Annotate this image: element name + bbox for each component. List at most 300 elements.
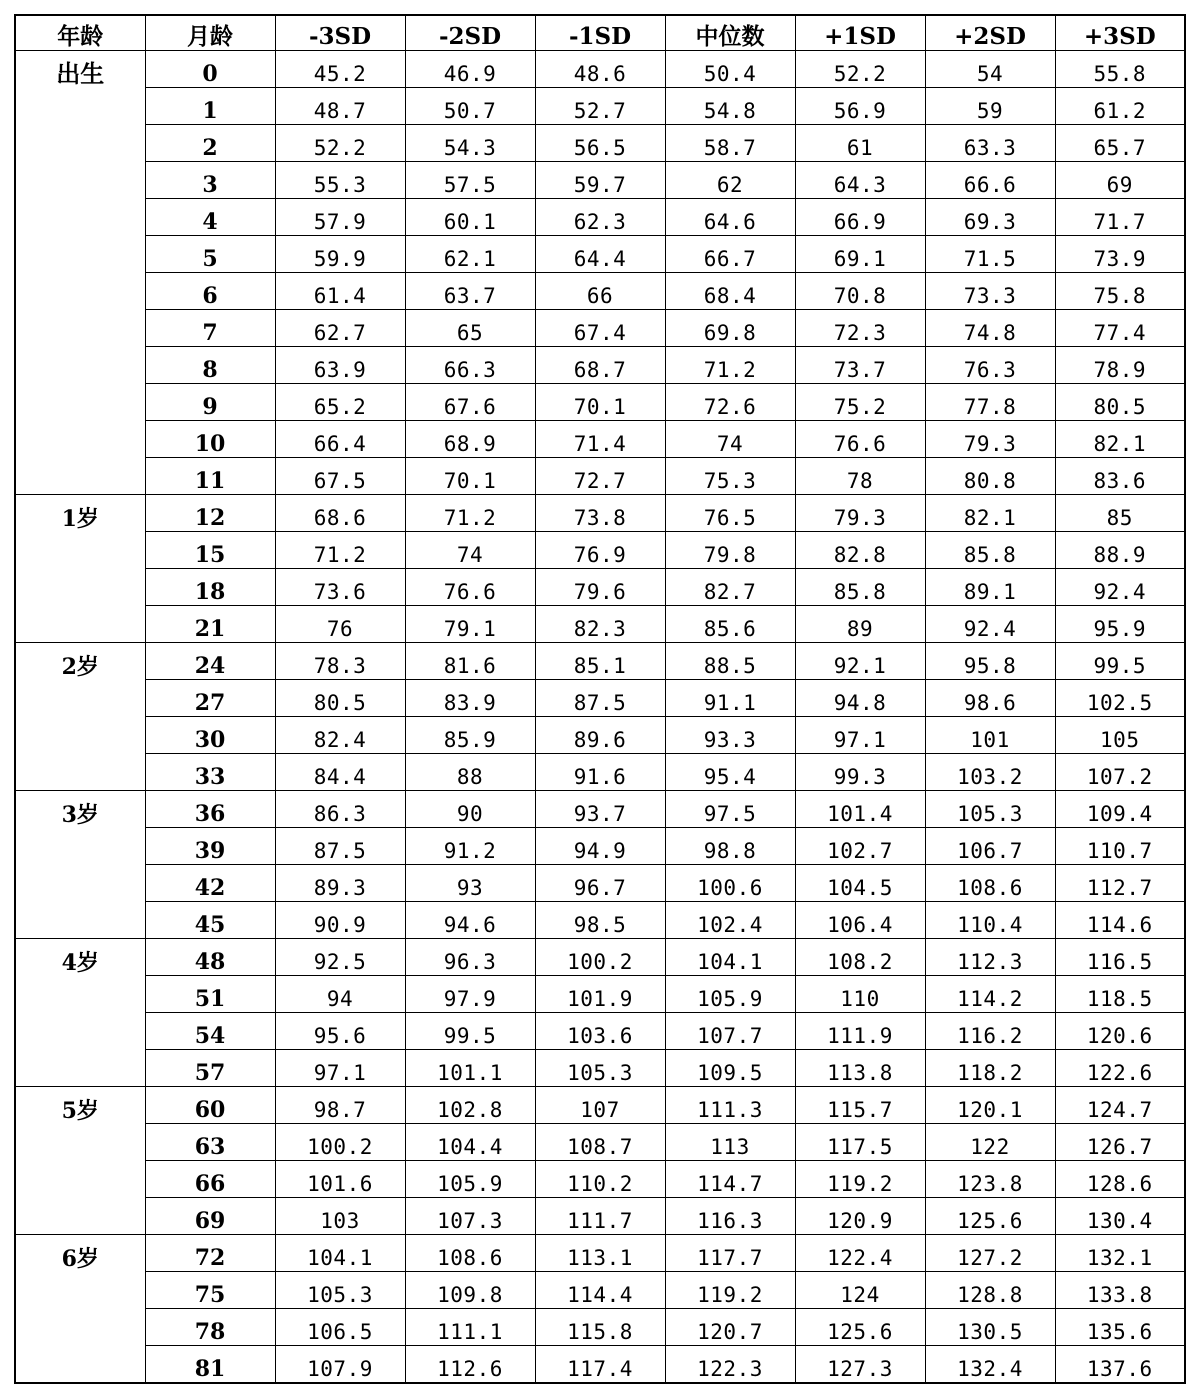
header-plus-1sd: +1SD	[795, 15, 925, 51]
age-cell	[15, 569, 145, 606]
value-cell: 54	[925, 51, 1055, 88]
value-cell: 108.7	[535, 1124, 665, 1161]
value-cell: 97.1	[795, 717, 925, 754]
value-cell: 54.3	[405, 125, 535, 162]
value-cell: 93.7	[535, 791, 665, 828]
value-cell: 56.9	[795, 88, 925, 125]
value-cell: 120.6	[1055, 1013, 1185, 1050]
age-cell	[15, 347, 145, 384]
table-row	[15, 1087, 1185, 1124]
value-cell: 52.2	[795, 51, 925, 88]
value-cell: 94	[275, 976, 405, 1013]
value-cell: 111.7	[535, 1198, 665, 1235]
age-cell	[15, 680, 145, 717]
value-cell: 85.9	[405, 717, 535, 754]
table-row	[15, 828, 1185, 865]
height-growth-table	[14, 14, 1186, 1384]
value-cell: 59.7	[535, 162, 665, 199]
value-cell: 66.9	[795, 199, 925, 236]
value-cell: 80.5	[275, 680, 405, 717]
value-cell: 98.5	[535, 902, 665, 939]
value-cell: 76.6	[405, 569, 535, 606]
value-cell: 70.1	[405, 458, 535, 495]
value-cell: 103.2	[925, 754, 1055, 791]
value-cell: 123.8	[925, 1161, 1055, 1198]
month-cell: 9	[145, 384, 275, 421]
value-cell: 68.9	[405, 421, 535, 458]
table-row	[15, 347, 1185, 384]
value-cell: 107	[535, 1087, 665, 1124]
value-cell: 65.7	[1055, 125, 1185, 162]
value-cell: 111.1	[405, 1309, 535, 1346]
month-cell: 27	[145, 680, 275, 717]
value-cell: 45.2	[275, 51, 405, 88]
value-cell: 69.3	[925, 199, 1055, 236]
value-cell: 89.1	[925, 569, 1055, 606]
month-cell: 78	[145, 1309, 275, 1346]
value-cell: 81.6	[405, 643, 535, 680]
value-cell: 114.6	[1055, 902, 1185, 939]
value-cell: 95.6	[275, 1013, 405, 1050]
value-cell: 76.9	[535, 532, 665, 569]
value-cell: 92.1	[795, 643, 925, 680]
value-cell: 122.3	[665, 1346, 795, 1384]
value-cell: 108.6	[405, 1235, 535, 1272]
value-cell: 59	[925, 88, 1055, 125]
value-cell: 122	[925, 1124, 1055, 1161]
value-cell: 55.3	[275, 162, 405, 199]
value-cell: 79.3	[795, 495, 925, 532]
value-cell: 67.5	[275, 458, 405, 495]
value-cell: 114.7	[665, 1161, 795, 1198]
value-cell: 92.4	[1055, 569, 1185, 606]
month-cell: 69	[145, 1198, 275, 1235]
table-row	[15, 1050, 1185, 1087]
value-cell: 82.1	[1055, 421, 1185, 458]
value-cell: 74	[405, 532, 535, 569]
value-cell: 107.7	[665, 1013, 795, 1050]
month-cell: 60	[145, 1087, 275, 1124]
table-row	[15, 125, 1185, 162]
value-cell: 64.4	[535, 236, 665, 273]
age-cell: 1岁	[15, 495, 145, 532]
value-cell: 119.2	[795, 1161, 925, 1198]
value-cell: 109.4	[1055, 791, 1185, 828]
value-cell: 90	[405, 791, 535, 828]
value-cell: 68.7	[535, 347, 665, 384]
value-cell: 105.3	[275, 1272, 405, 1309]
value-cell: 116.2	[925, 1013, 1055, 1050]
value-cell: 113	[665, 1124, 795, 1161]
value-cell: 101.1	[405, 1050, 535, 1087]
age-cell	[15, 199, 145, 236]
value-cell: 71.5	[925, 236, 1055, 273]
month-cell: 4	[145, 199, 275, 236]
value-cell: 74.8	[925, 310, 1055, 347]
value-cell: 91.1	[665, 680, 795, 717]
month-cell: 1	[145, 88, 275, 125]
value-cell: 105.3	[925, 791, 1055, 828]
value-cell: 63.7	[405, 273, 535, 310]
value-cell: 114.2	[925, 976, 1055, 1013]
value-cell: 102.5	[1055, 680, 1185, 717]
age-cell	[15, 1272, 145, 1309]
table-row	[15, 1124, 1185, 1161]
value-cell: 76	[275, 606, 405, 643]
value-cell: 88.9	[1055, 532, 1185, 569]
header-minus-1sd: -1SD	[535, 15, 665, 51]
value-cell: 71.2	[405, 495, 535, 532]
value-cell: 135.6	[1055, 1309, 1185, 1346]
value-cell: 132.4	[925, 1346, 1055, 1384]
age-cell: 5岁	[15, 1087, 145, 1124]
value-cell: 120.9	[795, 1198, 925, 1235]
value-cell: 71.2	[275, 532, 405, 569]
table-row	[15, 1013, 1185, 1050]
value-cell: 86.3	[275, 791, 405, 828]
value-cell: 68.4	[665, 273, 795, 310]
value-cell: 89.3	[275, 865, 405, 902]
value-cell: 85.8	[925, 532, 1055, 569]
value-cell: 68.6	[275, 495, 405, 532]
value-cell: 69	[1055, 162, 1185, 199]
table-row	[15, 1161, 1185, 1198]
age-cell	[15, 162, 145, 199]
value-cell: 107.3	[405, 1198, 535, 1235]
value-cell: 98.8	[665, 828, 795, 865]
value-cell: 109.8	[405, 1272, 535, 1309]
value-cell: 79.1	[405, 606, 535, 643]
value-cell: 122.6	[1055, 1050, 1185, 1087]
value-cell: 76.3	[925, 347, 1055, 384]
age-cell: 2岁	[15, 643, 145, 680]
value-cell: 115.8	[535, 1309, 665, 1346]
value-cell: 101	[925, 717, 1055, 754]
value-cell: 83.9	[405, 680, 535, 717]
month-cell: 81	[145, 1346, 275, 1384]
month-cell: 45	[145, 902, 275, 939]
value-cell: 120.7	[665, 1309, 795, 1346]
header-plus-3sd: +3SD	[1055, 15, 1185, 51]
age-cell	[15, 88, 145, 125]
value-cell: 64.3	[795, 162, 925, 199]
value-cell: 111.9	[795, 1013, 925, 1050]
value-cell: 106.5	[275, 1309, 405, 1346]
value-cell: 105.3	[535, 1050, 665, 1087]
age-cell	[15, 828, 145, 865]
value-cell: 105.9	[665, 976, 795, 1013]
month-cell: 8	[145, 347, 275, 384]
value-cell: 117.4	[535, 1346, 665, 1384]
value-cell: 73.7	[795, 347, 925, 384]
value-cell: 66.7	[665, 236, 795, 273]
value-cell: 95.9	[1055, 606, 1185, 643]
value-cell: 85.8	[795, 569, 925, 606]
value-cell: 104.4	[405, 1124, 535, 1161]
value-cell: 82.3	[535, 606, 665, 643]
value-cell: 130.5	[925, 1309, 1055, 1346]
value-cell: 100.2	[535, 939, 665, 976]
value-cell: 94.8	[795, 680, 925, 717]
table-row	[15, 717, 1185, 754]
table-row	[15, 532, 1185, 569]
value-cell: 92.5	[275, 939, 405, 976]
month-cell: 21	[145, 606, 275, 643]
value-cell: 72.6	[665, 384, 795, 421]
table-row	[15, 236, 1185, 273]
value-cell: 124	[795, 1272, 925, 1309]
month-cell: 42	[145, 865, 275, 902]
value-cell: 50.4	[665, 51, 795, 88]
value-cell: 73.3	[925, 273, 1055, 310]
month-cell: 39	[145, 828, 275, 865]
value-cell: 107.9	[275, 1346, 405, 1384]
value-cell: 115.7	[795, 1087, 925, 1124]
value-cell: 108.6	[925, 865, 1055, 902]
table-row	[15, 569, 1185, 606]
table-row	[15, 384, 1185, 421]
value-cell: 67.6	[405, 384, 535, 421]
age-cell: 4岁	[15, 939, 145, 976]
value-cell: 110.4	[925, 902, 1055, 939]
value-cell: 127.3	[795, 1346, 925, 1384]
age-cell	[15, 754, 145, 791]
value-cell: 82.8	[795, 532, 925, 569]
value-cell: 79.6	[535, 569, 665, 606]
value-cell: 72.3	[795, 310, 925, 347]
value-cell: 99.5	[1055, 643, 1185, 680]
table-row	[15, 1346, 1185, 1384]
value-cell: 73.9	[1055, 236, 1185, 273]
value-cell: 117.5	[795, 1124, 925, 1161]
table-row	[15, 51, 1185, 88]
age-cell	[15, 717, 145, 754]
header-minus-3sd: -3SD	[275, 15, 405, 51]
table-row	[15, 310, 1185, 347]
value-cell: 66	[535, 273, 665, 310]
value-cell: 76.6	[795, 421, 925, 458]
value-cell: 119.2	[665, 1272, 795, 1309]
value-cell: 112.7	[1055, 865, 1185, 902]
month-cell: 3	[145, 162, 275, 199]
value-cell: 117.7	[665, 1235, 795, 1272]
value-cell: 125.6	[925, 1198, 1055, 1235]
value-cell: 88.5	[665, 643, 795, 680]
month-cell: 54	[145, 1013, 275, 1050]
month-cell: 72	[145, 1235, 275, 1272]
value-cell: 66.3	[405, 347, 535, 384]
value-cell: 99.3	[795, 754, 925, 791]
month-cell: 36	[145, 791, 275, 828]
value-cell: 73.6	[275, 569, 405, 606]
value-cell: 65	[405, 310, 535, 347]
month-cell: 33	[145, 754, 275, 791]
age-cell	[15, 976, 145, 1013]
value-cell: 60.1	[405, 199, 535, 236]
value-cell: 101.4	[795, 791, 925, 828]
value-cell: 76.5	[665, 495, 795, 532]
value-cell: 48.7	[275, 88, 405, 125]
month-cell: 12	[145, 495, 275, 532]
value-cell: 71.2	[665, 347, 795, 384]
value-cell: 102.7	[795, 828, 925, 865]
value-cell: 101.9	[535, 976, 665, 1013]
value-cell: 82.1	[925, 495, 1055, 532]
value-cell: 77.8	[925, 384, 1055, 421]
value-cell: 63.3	[925, 125, 1055, 162]
table-row	[15, 976, 1185, 1013]
value-cell: 62	[665, 162, 795, 199]
value-cell: 87.5	[275, 828, 405, 865]
table-row	[15, 88, 1185, 125]
table-row	[15, 643, 1185, 680]
value-cell: 108.2	[795, 939, 925, 976]
age-cell	[15, 1346, 145, 1384]
value-cell: 80.5	[1055, 384, 1185, 421]
table-row	[15, 1198, 1185, 1235]
value-cell: 83.6	[1055, 458, 1185, 495]
table-row	[15, 1309, 1185, 1346]
month-cell: 11	[145, 458, 275, 495]
age-cell	[15, 865, 145, 902]
age-cell	[15, 273, 145, 310]
value-cell: 122.4	[795, 1235, 925, 1272]
value-cell: 116.5	[1055, 939, 1185, 976]
value-cell: 57.5	[405, 162, 535, 199]
value-cell: 71.7	[1055, 199, 1185, 236]
table-header-row	[15, 15, 1185, 51]
value-cell: 118.2	[925, 1050, 1055, 1087]
value-cell: 70.1	[535, 384, 665, 421]
value-cell: 66.4	[275, 421, 405, 458]
value-cell: 78.9	[1055, 347, 1185, 384]
value-cell: 97.1	[275, 1050, 405, 1087]
value-cell: 101.6	[275, 1161, 405, 1198]
value-cell: 120.1	[925, 1087, 1055, 1124]
value-cell: 67.4	[535, 310, 665, 347]
month-cell: 10	[145, 421, 275, 458]
value-cell: 77.4	[1055, 310, 1185, 347]
value-cell: 112.3	[925, 939, 1055, 976]
value-cell: 61.2	[1055, 88, 1185, 125]
value-cell: 103	[275, 1198, 405, 1235]
value-cell: 104.1	[665, 939, 795, 976]
month-cell: 30	[145, 717, 275, 754]
month-cell: 66	[145, 1161, 275, 1198]
value-cell: 94.6	[405, 902, 535, 939]
value-cell: 69.1	[795, 236, 925, 273]
month-cell: 63	[145, 1124, 275, 1161]
table-row	[15, 273, 1185, 310]
value-cell: 128.6	[1055, 1161, 1185, 1198]
table-row	[15, 495, 1185, 532]
value-cell: 96.7	[535, 865, 665, 902]
value-cell: 106.7	[925, 828, 1055, 865]
value-cell: 89	[795, 606, 925, 643]
value-cell: 74	[665, 421, 795, 458]
value-cell: 130.4	[1055, 1198, 1185, 1235]
value-cell: 78	[795, 458, 925, 495]
age-cell	[15, 1198, 145, 1235]
table-row	[15, 939, 1185, 976]
value-cell: 91.6	[535, 754, 665, 791]
value-cell: 50.7	[405, 88, 535, 125]
value-cell: 58.7	[665, 125, 795, 162]
table-row	[15, 1235, 1185, 1272]
header-age: 年龄	[15, 15, 145, 51]
value-cell: 88	[405, 754, 535, 791]
month-cell: 7	[145, 310, 275, 347]
value-cell: 125.6	[795, 1309, 925, 1346]
age-cell	[15, 310, 145, 347]
value-cell: 102.8	[405, 1087, 535, 1124]
value-cell: 97.5	[665, 791, 795, 828]
value-cell: 62.7	[275, 310, 405, 347]
value-cell: 109.5	[665, 1050, 795, 1087]
month-cell: 51	[145, 976, 275, 1013]
age-cell	[15, 236, 145, 273]
value-cell: 62.3	[535, 199, 665, 236]
header-plus-2sd: +2SD	[925, 15, 1055, 51]
value-cell: 126.7	[1055, 1124, 1185, 1161]
value-cell: 75.3	[665, 458, 795, 495]
value-cell: 105	[1055, 717, 1185, 754]
value-cell: 110.7	[1055, 828, 1185, 865]
value-cell: 59.9	[275, 236, 405, 273]
value-cell: 99.5	[405, 1013, 535, 1050]
value-cell: 75.2	[795, 384, 925, 421]
value-cell: 97.9	[405, 976, 535, 1013]
month-cell: 75	[145, 1272, 275, 1309]
value-cell: 85.6	[665, 606, 795, 643]
table-row	[15, 162, 1185, 199]
table-row	[15, 791, 1185, 828]
value-cell: 79.3	[925, 421, 1055, 458]
value-cell: 137.6	[1086, 1357, 1153, 1381]
age-cell	[15, 384, 145, 421]
value-cell: 132.1	[1055, 1235, 1185, 1272]
value-cell: 114.4	[535, 1272, 665, 1309]
value-cell: 95.4	[665, 754, 795, 791]
value-cell: 63.9	[275, 347, 405, 384]
value-cell: 85.1	[535, 643, 665, 680]
age-cell	[15, 1050, 145, 1087]
value-cell: 61.4	[275, 273, 405, 310]
value-cell: 52.2	[275, 125, 405, 162]
value-cell: 102.4	[665, 902, 795, 939]
value-cell: 92.4	[925, 606, 1055, 643]
month-cell: 5	[145, 236, 275, 273]
value-cell: 124.7	[1055, 1087, 1185, 1124]
value-cell: 70.8	[795, 273, 925, 310]
value-cell: 98.6	[925, 680, 1055, 717]
month-cell: 2	[145, 125, 275, 162]
value-cell: 113.8	[795, 1050, 925, 1087]
value-cell: 104.1	[275, 1235, 405, 1272]
value-cell: 69.8	[665, 310, 795, 347]
value-cell: 107.2	[1055, 754, 1185, 791]
value-cell: 61	[795, 125, 925, 162]
value-cell: 56.5	[535, 125, 665, 162]
value-cell: 80.8	[925, 458, 1055, 495]
header-median: 中位数	[665, 15, 795, 51]
value-cell: 113.1	[535, 1235, 665, 1272]
value-cell: 46.9	[405, 51, 535, 88]
value-cell: 110	[795, 976, 925, 1013]
age-cell: 3岁	[15, 791, 145, 828]
value-cell: 100.2	[275, 1124, 405, 1161]
growth-table-container	[14, 14, 1184, 1382]
